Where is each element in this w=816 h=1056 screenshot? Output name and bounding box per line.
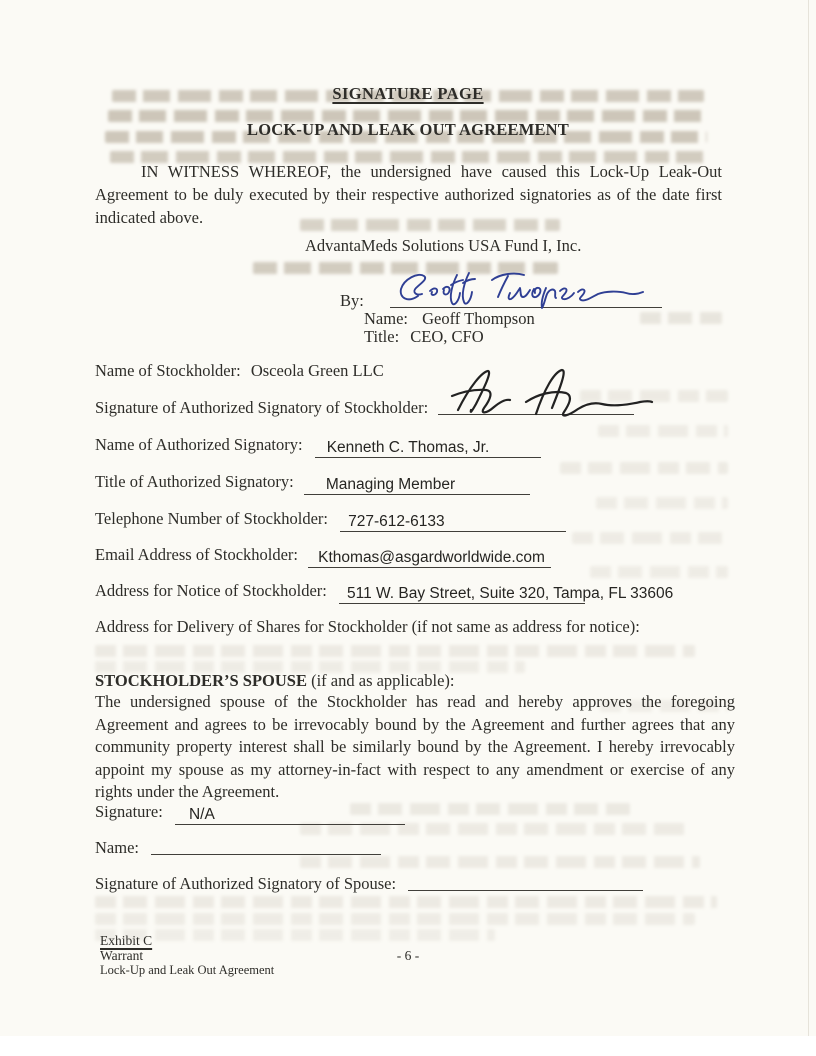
spouse-name-row <box>95 838 381 857</box>
authorized-name-row <box>95 435 541 458</box>
spouse-authorized-signature-line <box>408 890 643 891</box>
company-signature-line <box>390 307 662 308</box>
email-value: Kthomas@asgardworldwide.com <box>318 549 545 566</box>
stockholder-name-value: Osceola Green LLC <box>250 361 384 380</box>
notice-address-row <box>95 581 674 604</box>
name-label: Name: <box>364 309 408 328</box>
stockholder-name-label: Name of Stockholder: <box>95 361 241 380</box>
spouse-signature-row <box>95 802 405 825</box>
company-signatory-title: CEO, CFO <box>410 327 484 346</box>
spouse-heading-suffix: (if and as applicable): <box>306 671 455 690</box>
email-label: Email Address of Stockholder: <box>95 545 299 564</box>
notice-address-label: Address for Notice of Stockholder: <box>95 581 327 600</box>
footer-doc-name: Lock-Up and Leak Out Agreement <box>100 963 275 977</box>
agreement-title: LOCK-UP AND LEAK OUT AGREEMENT <box>247 120 569 139</box>
company-signatory-name: Geoff Thompson <box>422 309 535 328</box>
spouse-signature-line <box>175 804 405 825</box>
page-number: - 6 - <box>396 948 420 963</box>
footer-exhibit: Exhibit C <box>100 933 153 948</box>
authorized-title-value: Managing Member <box>325 476 456 493</box>
authorized-title-label: Title of Authorized Signatory: <box>95 472 294 491</box>
company-name: AdvantaMeds Solutions USA Fund I, Inc. <box>305 236 582 255</box>
witness-paragraph: IN WITNESS WHEREOF, the undersigned have caused this Lock-Up Leak-Out Agreement to be duly executed by their respective authorized signatories as of the date first indicated above. <box>95 162 722 227</box>
by-label: By: <box>340 291 364 310</box>
authorized-title-row <box>95 472 530 495</box>
spouse-name-label: Name: <box>95 838 139 857</box>
email-line <box>308 547 551 568</box>
phone-row <box>95 509 566 532</box>
spouse-heading: STOCKHOLDER’S SPOUSE <box>95 671 307 690</box>
phone-value: 727-612-6133 <box>348 513 445 530</box>
authorized-name-value: Kenneth C. Thomas, Jr. <box>326 439 490 456</box>
notice-address-value: 511 W. Bay Street, Suite 320, Tampa, FL 33606 <box>347 585 674 602</box>
company-by-row <box>340 291 662 310</box>
company-name-row <box>364 309 535 328</box>
spouse-name-line <box>151 854 381 855</box>
spouse-paragraph: The undersigned spouse of the Stockholder has read and hereby approves the foregoing Agreement and agrees to be irrevocably bound by the Agreement and further agrees that any community property interest shall be similarly bound by the Agreement. I hereby irrevocably appoint my spouse as my attorney-in-fact with respect to any amendment or exercise of any rights under the Agreement. <box>95 692 735 802</box>
authorized-name-line <box>315 437 541 458</box>
spouse-signature-value: N/A <box>188 806 215 823</box>
phone-line <box>340 511 566 532</box>
authorized-name-label: Name of Authorized Signatory: <box>95 435 303 454</box>
spouse-signature-label: Signature: <box>95 802 163 821</box>
footer-doc-type: Warrant <box>100 948 144 963</box>
email-row <box>95 545 551 568</box>
notice-address-line <box>339 583 674 604</box>
spouse-authorized-signature-row <box>95 874 643 893</box>
delivery-address-label: Address for Delivery of Shares for Stockholder (if not same as address for notice): <box>95 617 640 636</box>
spouse-authorized-signature-label: Signature of Authorized Signatory of Spouse: <box>95 874 397 893</box>
title-label: Title: <box>364 327 400 346</box>
stockholder-signature-row <box>95 398 634 417</box>
stockholder-signature-label: Signature of Authorized Signatory of Stockholder: <box>95 398 429 417</box>
page-title: SIGNATURE PAGE <box>332 84 484 103</box>
stockholder-name-row <box>95 361 384 380</box>
authorized-title-line <box>304 474 530 495</box>
spouse-heading-row <box>95 671 455 690</box>
company-title-row <box>364 327 484 346</box>
phone-label: Telephone Number of Stockholder: <box>95 509 328 528</box>
stockholder-signature-line <box>438 414 634 415</box>
delivery-address-row <box>95 617 640 636</box>
